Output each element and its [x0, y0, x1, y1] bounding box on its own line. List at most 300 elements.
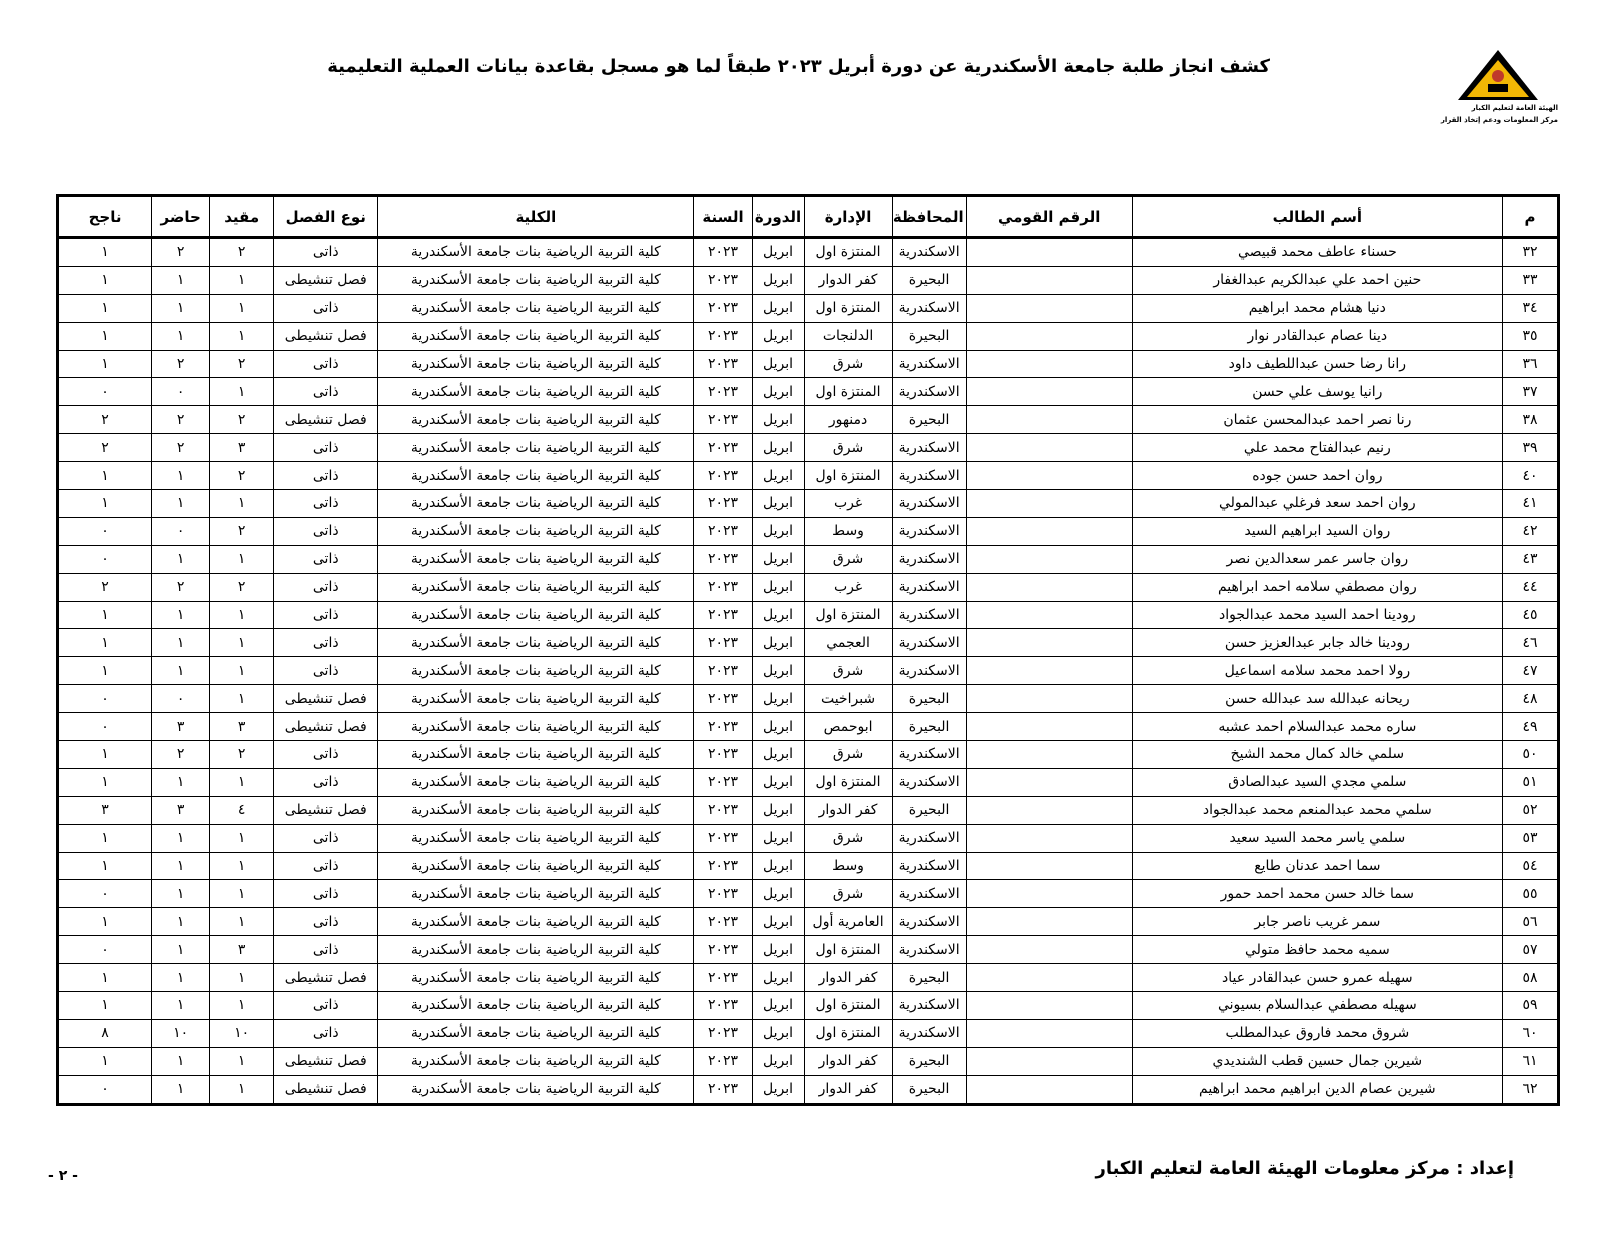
cell-row-number: ٣٧	[1502, 378, 1558, 406]
cell-class-type: فصل تنشيطى	[274, 964, 378, 992]
cell-attended: ١	[152, 908, 210, 936]
cell-session: ابريل	[752, 768, 804, 796]
cell-attended: ١	[152, 964, 210, 992]
cell-governorate: الاسكندرية	[892, 294, 966, 322]
cell-class-type: ذاتى	[274, 824, 378, 852]
table-row	[58, 406, 1559, 434]
cell-administration: كفر الدوار	[804, 266, 892, 294]
cell-passed: ٠	[58, 545, 152, 573]
cell-row-number: ٥٠	[1502, 741, 1558, 769]
cell-faculty: كلية التربية الرياضية بنات جامعة الأسكندرية	[378, 238, 694, 267]
cell-attended: ١	[152, 657, 210, 685]
cell-faculty: كلية التربية الرياضية بنات جامعة الأسكندرية	[378, 1019, 694, 1047]
cell-governorate: الاسكندرية	[892, 238, 966, 267]
cell-student-name: شيرين عصام الدين ابراهيم محمد ابراهيم	[1132, 1075, 1502, 1104]
cell-row-number: ٥١	[1502, 768, 1558, 796]
cell-student-name: رنا نصر احمد عبدالمحسن عثمان	[1132, 406, 1502, 434]
cell-row-number: ٥٦	[1502, 908, 1558, 936]
cell-faculty: كلية التربية الرياضية بنات جامعة الأسكندرية	[378, 852, 694, 880]
cell-governorate: الاسكندرية	[892, 350, 966, 378]
table-row	[58, 322, 1559, 350]
logo-org-subtitle: مركز المعلومات ودعم إتخاذ القرار	[1440, 116, 1558, 124]
cell-attended: ١	[152, 852, 210, 880]
cell-attended: ١	[152, 880, 210, 908]
cell-row-number: ٦٢	[1502, 1075, 1558, 1104]
cell-passed: ١	[58, 462, 152, 490]
cell-class-type: فصل تنشيطى	[274, 1075, 378, 1104]
cell-session: ابريل	[752, 880, 804, 908]
cell-enrolled: ٢	[210, 741, 274, 769]
cell-class-type: ذاتى	[274, 1019, 378, 1047]
table-row	[58, 629, 1559, 657]
cell-attended: ١	[152, 266, 210, 294]
cell-session: ابريل	[752, 322, 804, 350]
students-table-container	[56, 194, 1560, 1106]
cell-year: ٢٠٢٣	[694, 629, 752, 657]
cell-faculty: كلية التربية الرياضية بنات جامعة الأسكندرية	[378, 964, 694, 992]
cell-session: ابريل	[752, 1075, 804, 1104]
cell-passed: ١	[58, 266, 152, 294]
cell-session: ابريل	[752, 992, 804, 1020]
cell-faculty: كلية التربية الرياضية بنات جامعة الأسكندرية	[378, 322, 694, 350]
cell-session: ابريل	[752, 490, 804, 518]
cell-row-number: ٥٣	[1502, 824, 1558, 852]
cell-passed: ٠	[58, 880, 152, 908]
cell-faculty: كلية التربية الرياضية بنات جامعة الأسكندرية	[378, 936, 694, 964]
cell-national-id	[966, 601, 1132, 629]
cell-governorate: الاسكندرية	[892, 573, 966, 601]
table-row	[58, 545, 1559, 573]
cell-class-type: فصل تنشيطى	[274, 796, 378, 824]
cell-faculty: كلية التربية الرياضية بنات جامعة الأسكندرية	[378, 490, 694, 518]
column-header-year: السنة	[694, 196, 752, 238]
cell-enrolled: ١	[210, 964, 274, 992]
cell-passed: ٣	[58, 796, 152, 824]
cell-session: ابريل	[752, 852, 804, 880]
cell-governorate: الاسكندرية	[892, 517, 966, 545]
cell-enrolled: ١	[210, 322, 274, 350]
cell-administration: شرق	[804, 880, 892, 908]
cell-attended: ١	[152, 545, 210, 573]
table-row	[58, 992, 1559, 1020]
cell-faculty: كلية التربية الرياضية بنات جامعة الأسكندرية	[378, 601, 694, 629]
cell-class-type: ذاتى	[274, 852, 378, 880]
cell-governorate: الاسكندرية	[892, 378, 966, 406]
cell-student-name: شيرين جمال حسين قطب الشنديدي	[1132, 1047, 1502, 1075]
cell-session: ابريل	[752, 350, 804, 378]
table-row	[58, 294, 1559, 322]
cell-student-name: سما احمد عدنان طايع	[1132, 852, 1502, 880]
cell-passed: ١	[58, 768, 152, 796]
cell-national-id	[966, 685, 1132, 713]
cell-passed: ١	[58, 238, 152, 267]
table-row	[58, 741, 1559, 769]
column-header-governorate: المحافظة	[892, 196, 966, 238]
cell-governorate: الاسكندرية	[892, 880, 966, 908]
cell-session: ابريل	[752, 517, 804, 545]
cell-governorate: الاسكندرية	[892, 1019, 966, 1047]
column-header-national-id: الرقم القومي	[966, 196, 1132, 238]
cell-year: ٢٠٢٣	[694, 852, 752, 880]
cell-enrolled: ١	[210, 294, 274, 322]
cell-national-id	[966, 796, 1132, 824]
cell-row-number: ٤١	[1502, 490, 1558, 518]
column-header-session: الدورة	[752, 196, 804, 238]
cell-enrolled: ١	[210, 908, 274, 936]
cell-passed: ٠	[58, 1075, 152, 1104]
cell-governorate: الاسكندرية	[892, 657, 966, 685]
cell-class-type: فصل تنشيطى	[274, 266, 378, 294]
table-row	[58, 434, 1559, 462]
cell-enrolled: ١	[210, 852, 274, 880]
cell-governorate: الاسكندرية	[892, 908, 966, 936]
cell-row-number: ٤٠	[1502, 462, 1558, 490]
cell-national-id	[966, 908, 1132, 936]
cell-session: ابريل	[752, 462, 804, 490]
cell-administration: كفر الدوار	[804, 964, 892, 992]
table-row	[58, 350, 1559, 378]
cell-national-id	[966, 992, 1132, 1020]
cell-enrolled: ٢	[210, 406, 274, 434]
cell-national-id	[966, 434, 1132, 462]
cell-row-number: ٤٧	[1502, 657, 1558, 685]
cell-enrolled: ١	[210, 824, 274, 852]
cell-enrolled: ٣	[210, 936, 274, 964]
cell-attended: ١	[152, 936, 210, 964]
cell-governorate: البحيرة	[892, 406, 966, 434]
cell-attended: ١	[152, 462, 210, 490]
cell-national-id	[966, 545, 1132, 573]
cell-national-id	[966, 462, 1132, 490]
cell-national-id	[966, 768, 1132, 796]
cell-session: ابريل	[752, 685, 804, 713]
table-row	[58, 824, 1559, 852]
cell-year: ٢٠٢٣	[694, 490, 752, 518]
cell-row-number: ٤٨	[1502, 685, 1558, 713]
cell-faculty: كلية التربية الرياضية بنات جامعة الأسكندرية	[378, 908, 694, 936]
cell-enrolled: ٢	[210, 462, 274, 490]
cell-student-name: رانا رضا حسن عبداللطيف داود	[1132, 350, 1502, 378]
cell-national-id	[966, 936, 1132, 964]
cell-governorate: الاسكندرية	[892, 629, 966, 657]
cell-year: ٢٠٢٣	[694, 908, 752, 936]
cell-student-name: سلمي مجدي السيد عبدالصادق	[1132, 768, 1502, 796]
cell-administration: العجمي	[804, 629, 892, 657]
cell-attended: ١	[152, 768, 210, 796]
organization-logo	[1440, 46, 1566, 132]
cell-year: ٢٠٢٣	[694, 545, 752, 573]
cell-student-name: سلمي ياسر محمد السيد سعيد	[1132, 824, 1502, 852]
cell-year: ٢٠٢٣	[694, 238, 752, 267]
cell-year: ٢٠٢٣	[694, 657, 752, 685]
cell-administration: وسط	[804, 852, 892, 880]
cell-session: ابريل	[752, 601, 804, 629]
cell-year: ٢٠٢٣	[694, 406, 752, 434]
cell-student-name: روان مصطفي سلامه احمد ابراهيم	[1132, 573, 1502, 601]
cell-national-id	[966, 824, 1132, 852]
cell-faculty: كلية التربية الرياضية بنات جامعة الأسكندرية	[378, 629, 694, 657]
cell-student-name: رودينا احمد السيد محمد عبدالجواد	[1132, 601, 1502, 629]
cell-national-id	[966, 322, 1132, 350]
cell-row-number: ٣٢	[1502, 238, 1558, 267]
cell-year: ٢٠٢٣	[694, 880, 752, 908]
cell-administration: كفر الدوار	[804, 796, 892, 824]
column-header-student-name: أسم الطالب	[1132, 196, 1502, 238]
table-row	[58, 517, 1559, 545]
cell-faculty: كلية التربية الرياضية بنات جامعة الأسكندرية	[378, 406, 694, 434]
column-header-class-type: نوع الفصل	[274, 196, 378, 238]
cell-row-number: ٥٥	[1502, 880, 1558, 908]
cell-enrolled: ١	[210, 880, 274, 908]
cell-class-type: ذاتى	[274, 434, 378, 462]
cell-row-number: ٤٦	[1502, 629, 1558, 657]
cell-faculty: كلية التربية الرياضية بنات جامعة الأسكندرية	[378, 350, 694, 378]
cell-governorate: البحيرة	[892, 1075, 966, 1104]
cell-row-number: ٥٨	[1502, 964, 1558, 992]
table-row	[58, 378, 1559, 406]
cell-attended: ٢	[152, 238, 210, 267]
cell-governorate: الاسكندرية	[892, 936, 966, 964]
cell-national-id	[966, 266, 1132, 294]
cell-class-type: ذاتى	[274, 657, 378, 685]
cell-administration: وسط	[804, 517, 892, 545]
column-header-attended: حاضر	[152, 196, 210, 238]
cell-enrolled: ٢	[210, 517, 274, 545]
cell-year: ٢٠٢٣	[694, 741, 752, 769]
cell-administration: المنتزة اول	[804, 378, 892, 406]
cell-governorate: الاسكندرية	[892, 824, 966, 852]
cell-governorate: الاسكندرية	[892, 741, 966, 769]
cell-faculty: كلية التربية الرياضية بنات جامعة الأسكندرية	[378, 657, 694, 685]
cell-governorate: الاسكندرية	[892, 768, 966, 796]
cell-administration: المنتزة اول	[804, 601, 892, 629]
cell-year: ٢٠٢٣	[694, 685, 752, 713]
cell-student-name: دنيا هشام محمد ابراهيم	[1132, 294, 1502, 322]
cell-national-id	[966, 378, 1132, 406]
cell-enrolled: ١٠	[210, 1019, 274, 1047]
cell-faculty: كلية التربية الرياضية بنات جامعة الأسكندرية	[378, 713, 694, 741]
cell-student-name: سهيله عمرو حسن عبدالقادر عياد	[1132, 964, 1502, 992]
cell-year: ٢٠٢٣	[694, 294, 752, 322]
cell-faculty: كلية التربية الرياضية بنات جامعة الأسكندرية	[378, 768, 694, 796]
cell-faculty: كلية التربية الرياضية بنات جامعة الأسكندرية	[378, 685, 694, 713]
cell-national-id	[966, 294, 1132, 322]
cell-class-type: فصل تنشيطى	[274, 322, 378, 350]
cell-administration: المنتزة اول	[804, 1019, 892, 1047]
cell-faculty: كلية التربية الرياضية بنات جامعة الأسكندرية	[378, 796, 694, 824]
cell-attended: ٢	[152, 434, 210, 462]
cell-year: ٢٠٢٣	[694, 434, 752, 462]
cell-administration: شرق	[804, 545, 892, 573]
cell-enrolled: ٢	[210, 238, 274, 267]
cell-national-id	[966, 741, 1132, 769]
cell-governorate: الاسكندرية	[892, 462, 966, 490]
cell-administration: شرق	[804, 824, 892, 852]
cell-row-number: ٦١	[1502, 1047, 1558, 1075]
cell-faculty: كلية التربية الرياضية بنات جامعة الأسكندرية	[378, 378, 694, 406]
cell-governorate: البحيرة	[892, 266, 966, 294]
cell-row-number: ٤٢	[1502, 517, 1558, 545]
cell-row-number: ٣٨	[1502, 406, 1558, 434]
table-row	[58, 768, 1559, 796]
cell-session: ابريل	[752, 294, 804, 322]
cell-class-type: ذاتى	[274, 350, 378, 378]
cell-student-name: شروق محمد فاروق عبدالمطلب	[1132, 1019, 1502, 1047]
cell-governorate: الاسكندرية	[892, 852, 966, 880]
cell-row-number: ٣٩	[1502, 434, 1558, 462]
cell-passed: ٠	[58, 713, 152, 741]
cell-passed: ١	[58, 1047, 152, 1075]
table-row	[58, 796, 1559, 824]
cell-session: ابريل	[752, 936, 804, 964]
cell-session: ابريل	[752, 378, 804, 406]
table-row	[58, 238, 1559, 267]
cell-enrolled: ٢	[210, 350, 274, 378]
cell-session: ابريل	[752, 406, 804, 434]
cell-administration: شرق	[804, 657, 892, 685]
cell-class-type: ذاتى	[274, 462, 378, 490]
cell-faculty: كلية التربية الرياضية بنات جامعة الأسكندرية	[378, 992, 694, 1020]
cell-attended: ١	[152, 601, 210, 629]
cell-national-id	[966, 852, 1132, 880]
cell-national-id	[966, 964, 1132, 992]
cell-enrolled: ٣	[210, 713, 274, 741]
cell-faculty: كلية التربية الرياضية بنات جامعة الأسكندرية	[378, 545, 694, 573]
cell-session: ابريل	[752, 573, 804, 601]
cell-row-number: ٤٩	[1502, 713, 1558, 741]
cell-national-id	[966, 517, 1132, 545]
cell-student-name: رولا احمد محمد سلامه اسماعيل	[1132, 657, 1502, 685]
cell-year: ٢٠٢٣	[694, 601, 752, 629]
cell-student-name: روان السيد ابراهيم السيد	[1132, 517, 1502, 545]
cell-administration: العامرية أول	[804, 908, 892, 936]
cell-class-type: ذاتى	[274, 992, 378, 1020]
cell-session: ابريل	[752, 1019, 804, 1047]
cell-attended: ٠	[152, 378, 210, 406]
table-row	[58, 490, 1559, 518]
cell-row-number: ٣٤	[1502, 294, 1558, 322]
cell-administration: المنتزة اول	[804, 768, 892, 796]
cell-administration: المنتزة اول	[804, 238, 892, 267]
students-table	[56, 194, 1560, 1106]
cell-row-number: ٣٦	[1502, 350, 1558, 378]
cell-national-id	[966, 880, 1132, 908]
cell-session: ابريل	[752, 713, 804, 741]
cell-national-id	[966, 657, 1132, 685]
cell-attended: ١	[152, 629, 210, 657]
cell-student-name: روان جاسر عمر سعدالدين نصر	[1132, 545, 1502, 573]
cell-governorate: الاسكندرية	[892, 992, 966, 1020]
cell-attended: ١	[152, 490, 210, 518]
cell-student-name: حنين احمد علي عبدالكريم عبدالغفار	[1132, 266, 1502, 294]
page-title: كشف انجاز طلبة جامعة الأسكندرية عن دورة أبريل ٢٠٢٣ طبقاً لما هو مسجل بقاعدة بيانات العملية التعليمية	[327, 56, 1270, 77]
table-row	[58, 601, 1559, 629]
cell-passed: ١	[58, 657, 152, 685]
cell-national-id	[966, 573, 1132, 601]
cell-session: ابريل	[752, 434, 804, 462]
table-row	[58, 573, 1559, 601]
cell-session: ابريل	[752, 908, 804, 936]
cell-class-type: ذاتى	[274, 629, 378, 657]
cell-class-type: فصل تنشيطى	[274, 406, 378, 434]
cell-faculty: كلية التربية الرياضية بنات جامعة الأسكندرية	[378, 1047, 694, 1075]
cell-attended: ١	[152, 322, 210, 350]
cell-class-type: ذاتى	[274, 768, 378, 796]
cell-class-type: فصل تنشيطى	[274, 713, 378, 741]
table-row	[58, 908, 1559, 936]
cell-year: ٢٠٢٣	[694, 1075, 752, 1104]
cell-national-id	[966, 406, 1132, 434]
cell-row-number: ٣٣	[1502, 266, 1558, 294]
cell-student-name: سميه محمد حافظ متولي	[1132, 936, 1502, 964]
cell-year: ٢٠٢٣	[694, 992, 752, 1020]
logo-org-name: الهيئة العامة لتعليم الكبار	[1471, 104, 1558, 112]
page-number: - ٢ -	[48, 1168, 78, 1184]
cell-faculty: كلية التربية الرياضية بنات جامعة الأسكندرية	[378, 517, 694, 545]
cell-enrolled: ١	[210, 378, 274, 406]
cell-attended: ١	[152, 1075, 210, 1104]
cell-year: ٢٠٢٣	[694, 266, 752, 294]
cell-session: ابريل	[752, 266, 804, 294]
cell-passed: ٢	[58, 434, 152, 462]
cell-row-number: ٤٤	[1502, 573, 1558, 601]
cell-class-type: ذاتى	[274, 490, 378, 518]
cell-row-number: ٥٧	[1502, 936, 1558, 964]
cell-passed: ٢	[58, 406, 152, 434]
cell-class-type: فصل تنشيطى	[274, 1047, 378, 1075]
cell-attended: ١	[152, 294, 210, 322]
cell-administration: غرب	[804, 573, 892, 601]
cell-student-name: سما خالد حسن محمد احمد حمور	[1132, 880, 1502, 908]
cell-faculty: كلية التربية الرياضية بنات جامعة الأسكندرية	[378, 880, 694, 908]
table-row	[58, 1047, 1559, 1075]
cell-faculty: كلية التربية الرياضية بنات جامعة الأسكندرية	[378, 741, 694, 769]
cell-national-id	[966, 1075, 1132, 1104]
cell-passed: ١	[58, 629, 152, 657]
cell-year: ٢٠٢٣	[694, 462, 752, 490]
cell-enrolled: ١	[210, 657, 274, 685]
cell-student-name: سلمي خالد كمال محمد الشيخ	[1132, 741, 1502, 769]
cell-student-name: سلمي محمد عبدالمنعم محمد عبدالجواد	[1132, 796, 1502, 824]
cell-administration: غرب	[804, 490, 892, 518]
cell-administration: كفر الدوار	[804, 1047, 892, 1075]
cell-student-name: سمر غريب ناصر جابر	[1132, 908, 1502, 936]
cell-student-name: ريحانه عبدالله سد عبدالله حسن	[1132, 685, 1502, 713]
cell-faculty: كلية التربية الرياضية بنات جامعة الأسكندرية	[378, 573, 694, 601]
cell-session: ابريل	[752, 629, 804, 657]
cell-student-name: روان احمد سعد فرغلي عبدالمولي	[1132, 490, 1502, 518]
cell-enrolled: ١	[210, 992, 274, 1020]
cell-passed: ١	[58, 294, 152, 322]
cell-attended: ٣	[152, 713, 210, 741]
cell-session: ابريل	[752, 1047, 804, 1075]
cell-session: ابريل	[752, 796, 804, 824]
table-row	[58, 713, 1559, 741]
cell-administration: دمنهور	[804, 406, 892, 434]
cell-faculty: كلية التربية الرياضية بنات جامعة الأسكندرية	[378, 1075, 694, 1104]
cell-governorate: البحيرة	[892, 964, 966, 992]
cell-passed: ٠	[58, 378, 152, 406]
table-body	[58, 238, 1559, 1105]
cell-enrolled: ١	[210, 601, 274, 629]
cell-session: ابريل	[752, 741, 804, 769]
cell-enrolled: ٣	[210, 434, 274, 462]
column-header-passed: ناجح	[58, 196, 152, 238]
cell-national-id	[966, 490, 1132, 518]
cell-enrolled: ٢	[210, 573, 274, 601]
cell-faculty: كلية التربية الرياضية بنات جامعة الأسكندرية	[378, 294, 694, 322]
cell-student-name: دينا عصام عبدالقادر نوار	[1132, 322, 1502, 350]
